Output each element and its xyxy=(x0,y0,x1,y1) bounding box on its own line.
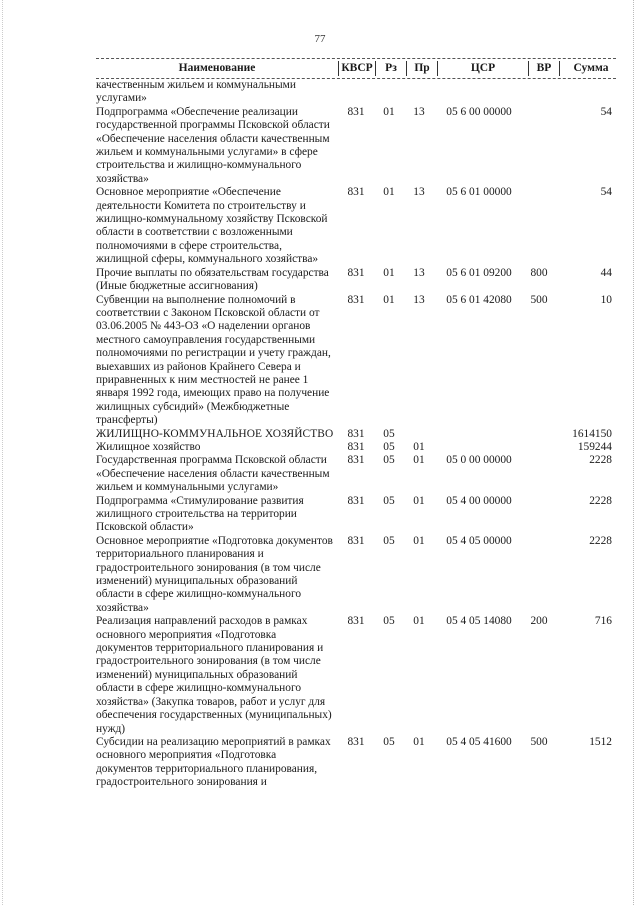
row-sum: 159244 xyxy=(577,440,612,453)
row-name: Подпрограмма «Обеспечение реализации государственной программы Псковской области «Обеспечение населения области качественным жильем и коммунальными услугами» в сфере строительства и жилищно-коммунального хозяйства» xyxy=(96,105,330,185)
header-sum: Сумма xyxy=(573,61,609,74)
row-rz: 05 xyxy=(383,427,395,440)
row-rz: 05 xyxy=(383,615,395,628)
row-vr: 500 xyxy=(530,293,548,306)
row-csr: 05 4 00 00000 xyxy=(446,494,512,507)
row-rz: 05 xyxy=(383,454,395,467)
row-rz: 01 xyxy=(383,186,395,199)
row-kvsr: 831 xyxy=(347,186,365,199)
row-sum: 54 xyxy=(600,186,612,199)
row-name: Жилищное хозяйство xyxy=(96,440,201,453)
row-sum: 10 xyxy=(600,293,612,306)
row-kvsr: 831 xyxy=(347,427,365,440)
scan-left-edge xyxy=(2,0,4,905)
row-pr: 01 xyxy=(413,454,425,467)
row-rz: 05 xyxy=(383,534,395,547)
row-csr: 05 0 00 00000 xyxy=(446,454,512,467)
header-vr: ВР xyxy=(536,61,552,74)
table-row xyxy=(96,106,616,186)
row-name: Государственная программа Псковской области «Обеспечение населения области качественным жильем и коммунальными услугами» xyxy=(96,454,330,494)
row-csr: 05 6 01 09200 xyxy=(446,266,512,279)
header-kvsr: КВСР xyxy=(341,61,373,74)
row-name: Субсидии на реализацию мероприятий в рамках основного мероприятия «Подготовка документов территориального планирования, градостроительного зонирования и xyxy=(96,735,331,789)
row-sum: 1614150 xyxy=(572,427,612,440)
row-name: Реализация направлений расходов в рамках основного мероприятия «Подготовка документов территориального планирования и градостроительного зонирования (в том числе изменений) муниципальных образований области в сфере жилищно-коммунального хозяйства» (Закупка товаров, работ и услуг для обеспечения государственных (муниципальных) нужд) xyxy=(96,615,332,735)
row-kvsr: 831 xyxy=(347,494,365,507)
table-row xyxy=(96,495,616,535)
table-row xyxy=(96,267,616,294)
row-sum: 2228 xyxy=(589,454,612,467)
row-csr: 05 4 05 00000 xyxy=(446,534,512,547)
row-kvsr: 831 xyxy=(347,454,365,467)
table-row xyxy=(96,79,616,106)
table-row xyxy=(96,736,616,790)
row-kvsr: 831 xyxy=(347,293,365,306)
row-vr: 800 xyxy=(530,266,548,279)
row-csr: 05 4 05 14080 xyxy=(446,615,512,628)
row-sum: 716 xyxy=(594,615,612,628)
row-vr: 200 xyxy=(530,615,548,628)
row-kvsr: 831 xyxy=(347,534,365,547)
row-pr: 01 xyxy=(413,494,425,507)
row-kvsr: 831 xyxy=(347,105,365,118)
scan-right-edge xyxy=(632,0,634,905)
table-row xyxy=(96,454,616,494)
row-name: Прочие выплаты по обязательствам государства (Иные бюджетные ассигнования) xyxy=(96,266,329,293)
row-rz: 01 xyxy=(383,266,395,279)
row-csr: 05 6 00 00000 xyxy=(446,105,512,118)
table-row xyxy=(96,615,616,736)
row-sum: 1512 xyxy=(589,735,612,748)
row-sum: 2228 xyxy=(589,494,612,507)
row-csr: 05 4 05 41600 xyxy=(446,735,512,748)
table-body xyxy=(96,79,616,790)
row-pr: 01 xyxy=(413,615,425,628)
row-name: Субвенции на выполнение полномочий в соответствии с Законом Псковской области от 03.06.2005 № 443-ОЗ «О наделении органов местного самоуправления государственными полномочиями по регистрации и учету граждан, выехавших из районов Крайнего Севера и приравненных к ним местностей не ранее 1 января 1992 года, имеющих право на получение жилищных субсидий» (Межбюджетные трансферты) xyxy=(96,293,331,427)
row-csr: 05 6 01 42080 xyxy=(446,293,512,306)
row-kvsr: 831 xyxy=(347,735,365,748)
row-pr: 13 xyxy=(413,105,425,118)
row-name: качественным жильем и коммунальными услугами» xyxy=(96,79,296,105)
budget-table xyxy=(96,58,616,790)
header-pr: Пр xyxy=(414,61,430,74)
row-vr: 500 xyxy=(530,735,548,748)
row-pr: 01 xyxy=(413,735,425,748)
row-name: ЖИЛИЩНО-КОММУНАЛЬНОЕ ХОЗЯЙСТВО xyxy=(96,427,334,440)
table-row xyxy=(96,428,616,441)
row-pr: 01 xyxy=(413,440,425,453)
header-csr: ЦСР xyxy=(470,61,496,74)
row-rz: 01 xyxy=(383,105,395,118)
page-number: 77 xyxy=(314,33,326,45)
row-pr: 13 xyxy=(413,266,425,279)
row-rz: 01 xyxy=(383,293,395,306)
row-name: Основное мероприятие «Обеспечение деятельности Комитета по строительству и жилищно-коммунальному хозяйству Псковской области в соответствии с возложенными полномочиями в сфере строительства, жилищной сферы, коммунального хозяйства» xyxy=(96,186,328,266)
table-row xyxy=(96,294,616,428)
row-kvsr: 831 xyxy=(347,615,365,628)
row-pr: 01 xyxy=(413,534,425,547)
row-rz: 05 xyxy=(383,494,395,507)
row-sum: 44 xyxy=(600,266,612,279)
row-name: Основное мероприятие «Подготовка документов территориального планирования и градостроительного зонирования (в том числе изменений) муниципальных образований области в сфере жилищно-коммунального хозяйства» xyxy=(96,534,333,614)
row-rz: 05 xyxy=(383,440,395,453)
header-name: Наименование xyxy=(178,61,256,74)
row-rz: 05 xyxy=(383,735,395,748)
table-row xyxy=(96,535,616,615)
row-pr: 13 xyxy=(413,186,425,199)
row-pr: 13 xyxy=(413,293,425,306)
header-rz: Рз xyxy=(385,61,397,74)
table-row xyxy=(96,441,616,454)
row-sum: 54 xyxy=(600,105,612,118)
table-row xyxy=(96,186,616,266)
row-name: Подпрограмма «Стимулирование развития жилищного строительства на территории Псковской области» xyxy=(96,494,304,534)
table-header xyxy=(96,58,616,79)
row-kvsr: 831 xyxy=(347,266,365,279)
row-csr: 05 6 01 00000 xyxy=(446,186,512,199)
row-kvsr: 831 xyxy=(347,440,365,453)
row-sum: 2228 xyxy=(589,534,612,547)
